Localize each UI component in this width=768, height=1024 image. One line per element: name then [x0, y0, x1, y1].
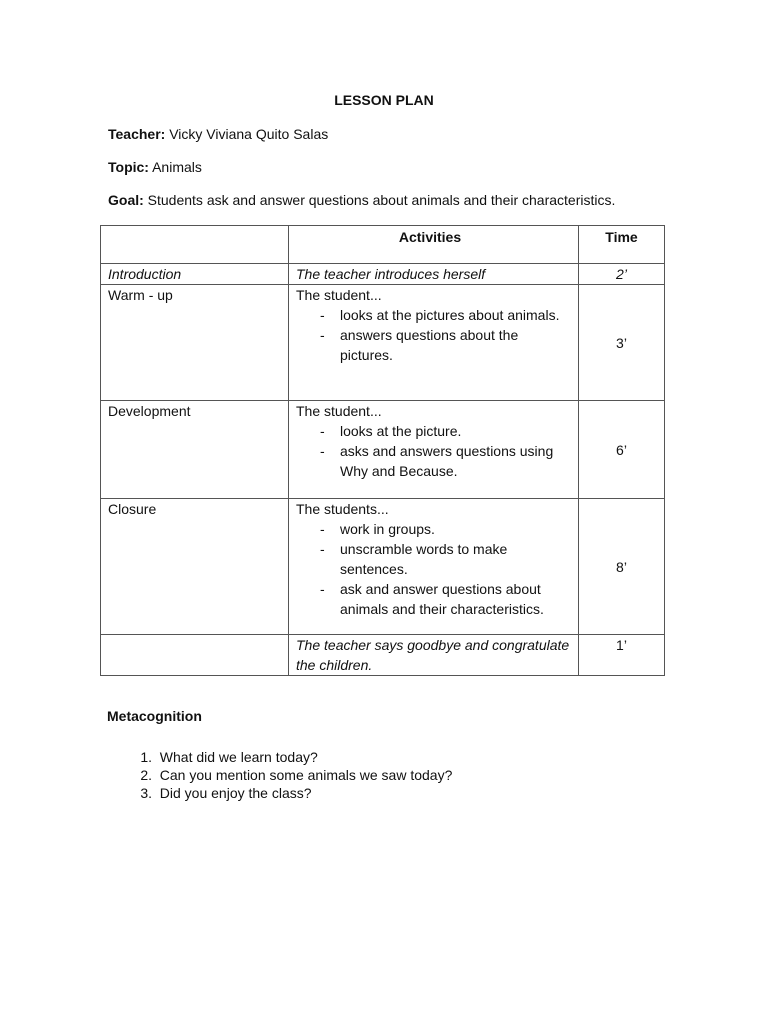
teacher-line [108, 126, 328, 142]
lesson-plan-table [100, 225, 665, 676]
activity-cell [289, 401, 579, 499]
table-row-goodbye [101, 635, 665, 676]
question-text: Did you enjoy the class? [159, 785, 312, 801]
stage-cell [101, 635, 289, 676]
stage-cell: Warm - up [101, 285, 289, 401]
activity-cell [289, 499, 579, 635]
teacher-name: Vicky Viviana Quito Salas [169, 126, 329, 142]
table-row-introduction [101, 264, 665, 285]
activity-lead: The students... [296, 501, 389, 517]
activity-lead: The teacher introduces herself [289, 264, 579, 285]
header-time: Time [579, 226, 665, 264]
question-number: 3. [140, 785, 152, 801]
topic-line [108, 159, 202, 175]
table-row-closure [101, 499, 665, 635]
topic-value: Animals [152, 159, 202, 175]
metacognition-list [108, 748, 452, 802]
activity-lead: The student... [296, 287, 382, 303]
stage-cell: Introduction [101, 264, 289, 285]
question-text: What did we learn today? [159, 749, 318, 765]
metacognition-heading: Metacognition [107, 708, 202, 724]
list-item: - looks at the pictures about animals. [320, 305, 571, 325]
header-stage [101, 226, 289, 264]
activity-lead: The student... [296, 403, 382, 419]
activity-list [296, 519, 571, 619]
list-item [108, 766, 452, 784]
time-cell: 3’ [579, 285, 665, 401]
question-number: 2. [140, 767, 152, 783]
teacher-label: Teacher: [108, 126, 166, 142]
time-cell: 2’ [579, 264, 665, 285]
list-item: - answers questions about the pictures. [320, 325, 571, 365]
list-item [108, 784, 452, 802]
time-cell: 1’ [579, 635, 665, 676]
table-row-warm-up [101, 285, 665, 401]
list-item: - unscramble words to make sentences. [320, 539, 571, 579]
activity-list [296, 421, 571, 481]
document-title: LESSON PLAN [334, 92, 434, 108]
list-item [108, 748, 452, 766]
question-text: Can you mention some animals we saw today? [159, 767, 453, 783]
list-item: - work in groups. [320, 519, 571, 539]
list-item: - looks at the picture. [320, 421, 571, 441]
goal-label: Goal: [108, 192, 144, 208]
topic-label: Topic: [108, 159, 149, 175]
activity-lead: The teacher says goodbye and congratulate the children. [289, 635, 579, 676]
list-item: - asks and answers questions using Why and Because. [320, 441, 571, 481]
activity-list [296, 305, 571, 365]
header-activities: Activities [289, 226, 579, 264]
stage-cell: Development [101, 401, 289, 499]
stage-cell: Closure [101, 499, 289, 635]
goal-line [108, 192, 615, 208]
time-cell: 6’ [579, 401, 665, 499]
list-item: - ask and answer questions about animals and their characteristics. [320, 579, 571, 619]
table-header-row [101, 226, 665, 264]
question-number: 1. [140, 749, 152, 765]
goal-value: Students ask and answer questions about animals and their characteristics. [147, 192, 616, 208]
time-cell: 8’ [579, 499, 665, 635]
table-row-development [101, 401, 665, 499]
activity-cell [289, 285, 579, 401]
